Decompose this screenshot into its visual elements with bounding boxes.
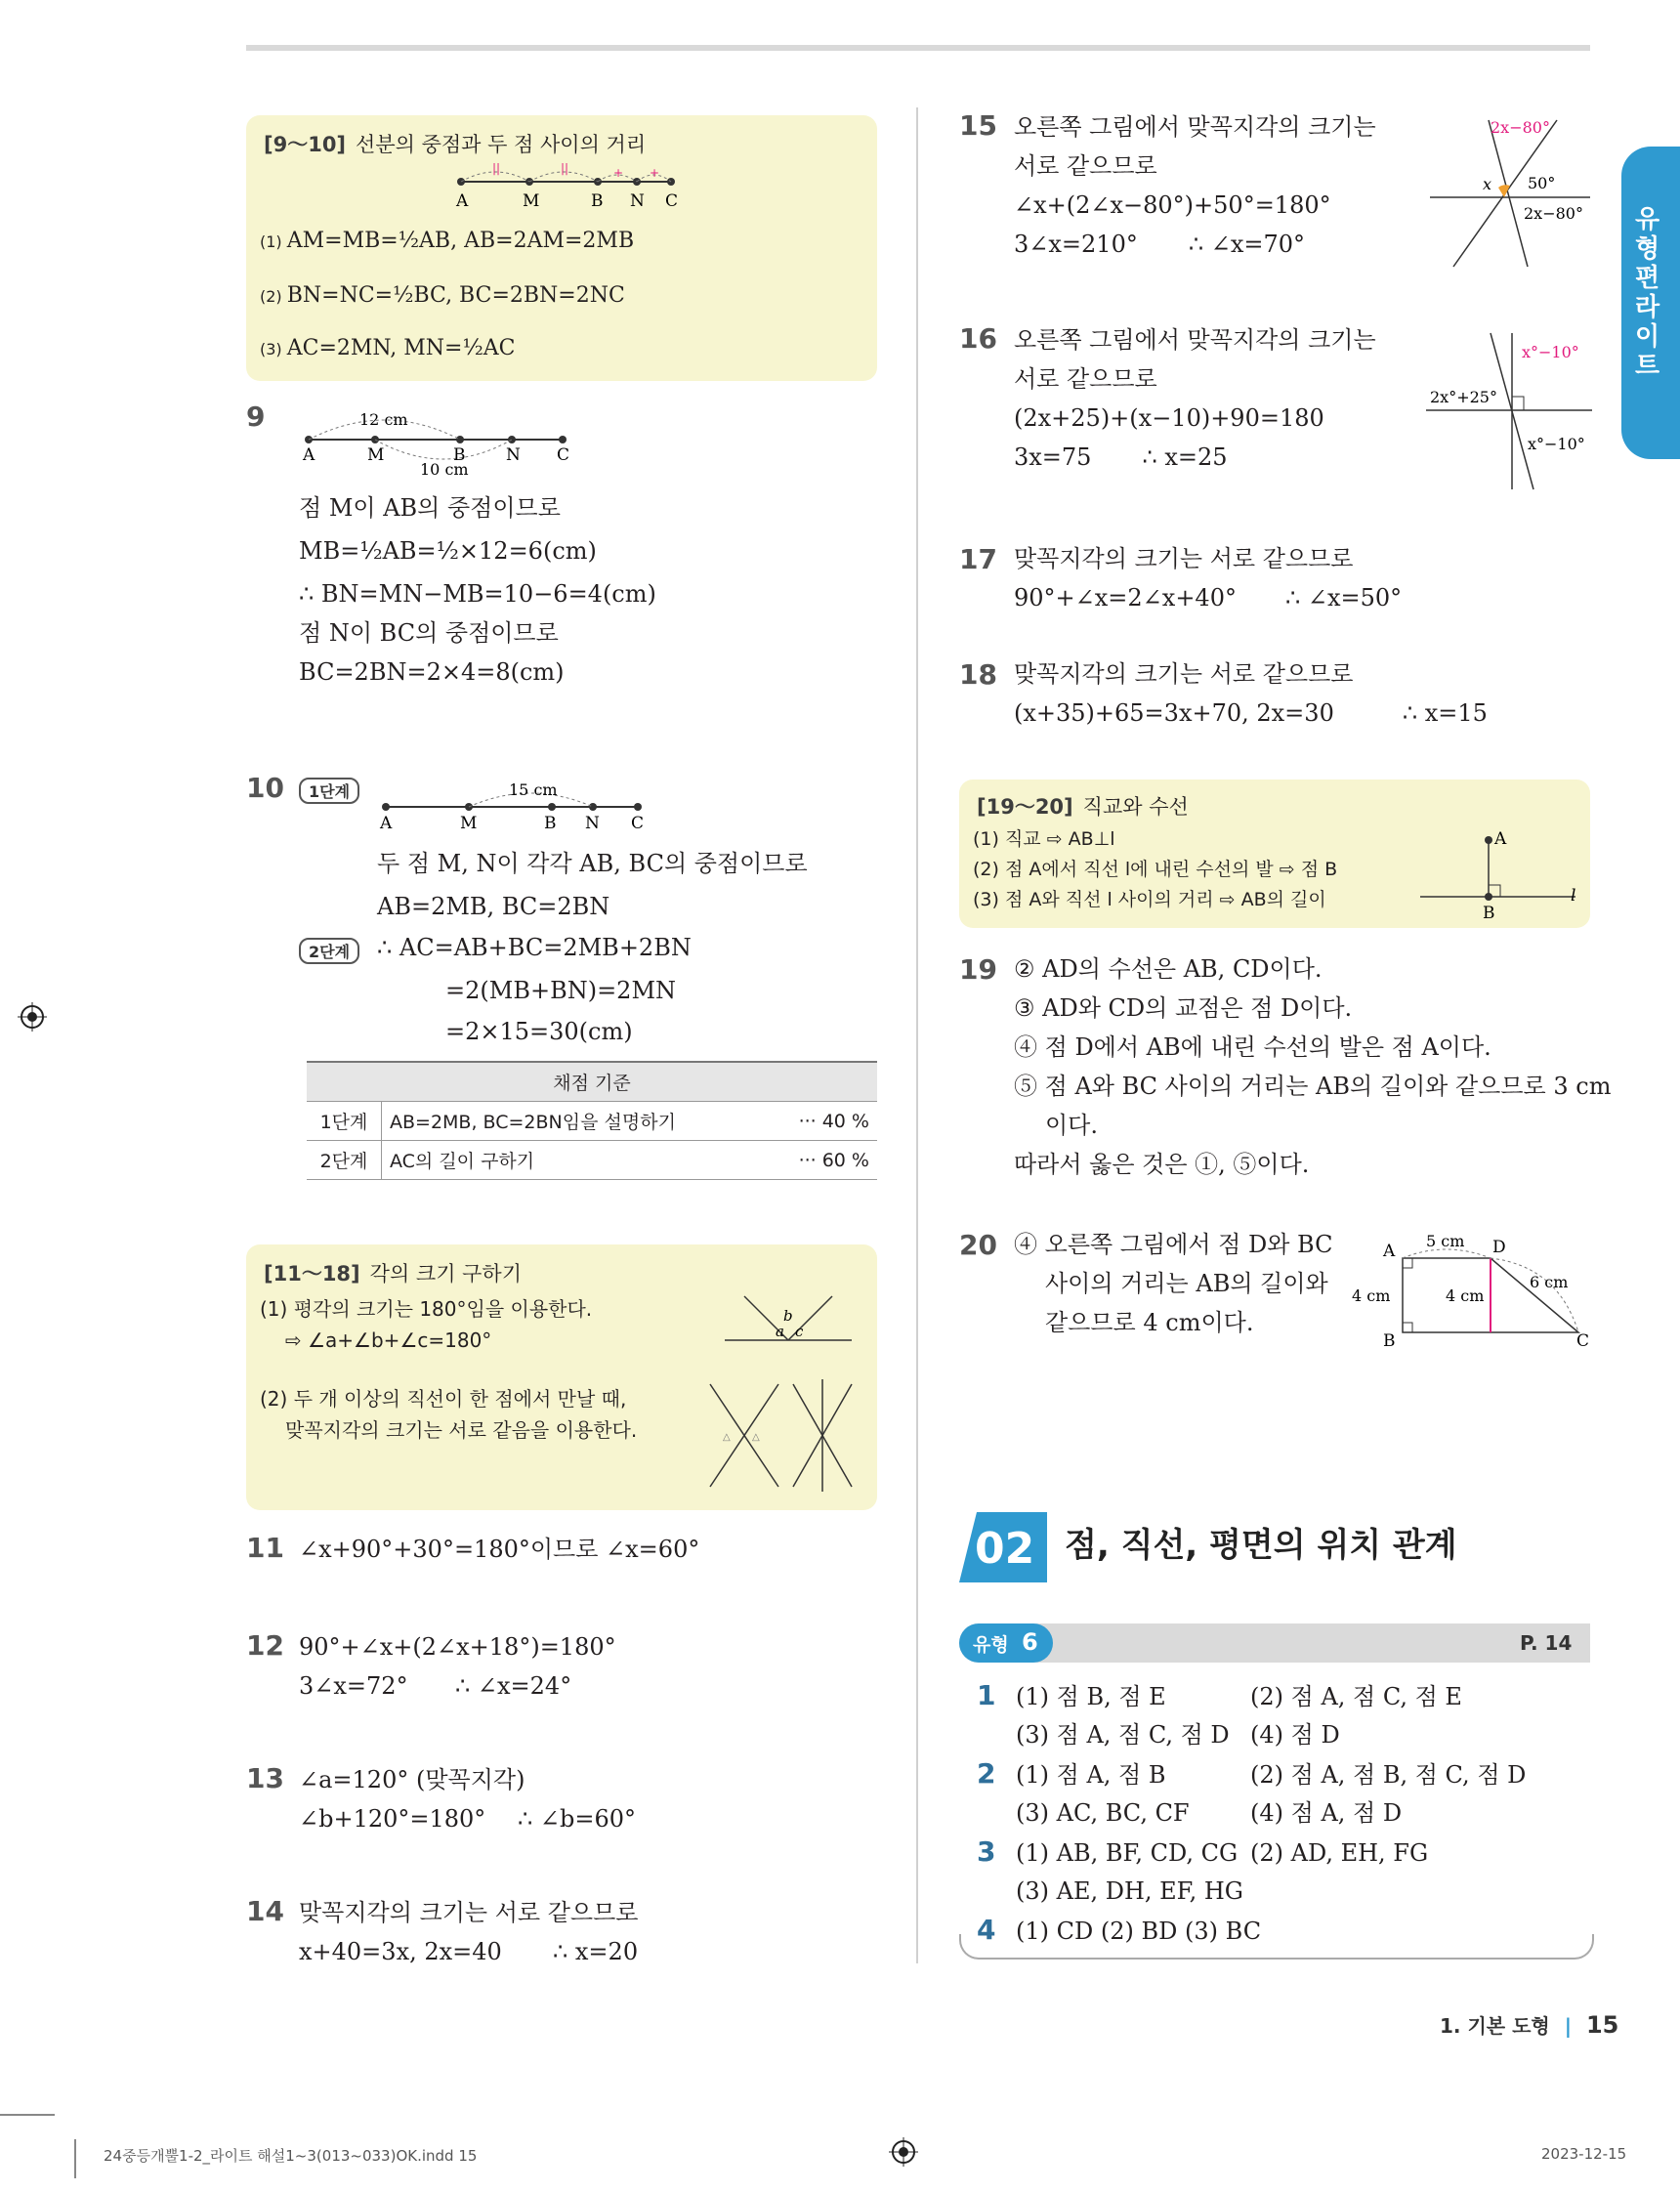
- q16-body: 오른쪽 그림에서 맞꼭지각의 크기는 서로 같으므로 (2x+25)+(x−10)+90=180 3x=75 ∴ x=25: [1014, 326, 1376, 471]
- q14-line: x+40=3x, 2x=40: [299, 1938, 502, 1965]
- svg-text:D: D: [1492, 1238, 1506, 1257]
- svg-text:B: B: [1483, 904, 1495, 923]
- grading-header: 채점 기준: [307, 1062, 877, 1102]
- side-tab-label: 유형편 라이트: [1635, 205, 1660, 381]
- page-number: 15: [1585, 2011, 1619, 2039]
- svg-text:||: ||: [561, 161, 569, 175]
- q10-line: 두 점 M, N이 각각 AB, BC의 중점이므로: [377, 850, 808, 877]
- q16-fig-label: x°−10°: [1528, 435, 1585, 453]
- q9-label-B: B: [453, 445, 466, 465]
- q17-number: 17: [959, 543, 997, 575]
- q16-fig-label: x°−10°: [1522, 343, 1579, 361]
- svg-text:||: ||: [492, 161, 501, 175]
- q10-diagram: [376, 778, 650, 834]
- svg-text:6 cm: 6 cm: [1530, 1273, 1569, 1291]
- grading-table: [307, 1061, 877, 1180]
- answer-row: (3) 점 A, 점 C, 점 D (4) 점 D: [1016, 1721, 1340, 1749]
- q9-line: MB=½AB=½×12=6(cm): [299, 537, 597, 565]
- label-N: N: [630, 191, 645, 211]
- q9-label-A: A: [303, 445, 315, 465]
- q10-label-N: N: [585, 814, 600, 833]
- q12-number: 12: [246, 1629, 284, 1662]
- q19-number: 19: [959, 953, 997, 986]
- q9-line: 점 M이 AB의 중점이므로: [299, 494, 561, 522]
- q10-line: AB=2MB, BC=2BN: [377, 893, 610, 920]
- svg-text:△: △: [723, 1432, 731, 1443]
- q9-top-label: 12 cm: [359, 410, 408, 429]
- q14-line: ∴ x=20: [553, 1938, 639, 1965]
- q9-diagram: [299, 400, 582, 479]
- box-title: [19～20] 직교와 수선: [977, 795, 1189, 819]
- q12-line: 90°+∠x+(2∠x+18°)=180°: [299, 1633, 616, 1661]
- answer-row: 3 (1) AB, BF, CD, CG (2) AD, EH, FG: [977, 1835, 1429, 1868]
- q9-bottom-label: 10 cm: [420, 460, 469, 479]
- section-number-badge: [959, 1512, 1047, 1581]
- label-C: C: [665, 191, 679, 211]
- q9-body: [299, 488, 656, 692]
- q10-stage2: 2단계: [299, 938, 359, 964]
- box-line-2: (2) BN=NC=½BC, BC=2BN=2NC: [260, 283, 625, 308]
- q13-line: ∠a=120° (맞꼭지각): [299, 1766, 525, 1793]
- side-tab: [1621, 147, 1680, 459]
- segment-diagram: [451, 162, 686, 211]
- q17-body: 맞꼭지각의 크기는 서로 같으므로 90°+∠x=2∠x+40° ∴ ∠x=50°: [1014, 545, 1403, 611]
- q20-figure: [1348, 1227, 1592, 1354]
- q15-fig-label: 2x−80°: [1491, 118, 1550, 137]
- concept-box-19-20: [959, 780, 1590, 928]
- q9-label-N: N: [506, 445, 521, 465]
- label-M: M: [523, 191, 540, 211]
- svg-text:l: l: [1571, 886, 1576, 906]
- q13-line: ∴ ∠b=60°: [518, 1805, 637, 1833]
- q10-label-M: M: [460, 814, 478, 833]
- q10-number: 10: [246, 772, 284, 804]
- q10-label-A: A: [380, 814, 393, 833]
- label-A: A: [456, 191, 469, 211]
- top-rule: [246, 45, 1590, 51]
- q16-number: 16: [959, 322, 997, 355]
- box-title: [11～18] 각의 크기 구하기: [264, 1262, 523, 1286]
- svg-text:c: c: [795, 1323, 804, 1340]
- q11-line: ∠x+90°+30°=180°이므로 ∠x=60°: [299, 1536, 700, 1563]
- q9-label-M: M: [367, 445, 385, 465]
- box-line-1: (1) AM=MB=½AB, AB=2AM=2MB: [260, 229, 635, 253]
- q16-fig-label: 2x°+25°: [1430, 388, 1497, 406]
- box-tag: [9～10]: [264, 133, 347, 156]
- q10-body-2: [377, 928, 692, 1051]
- q9-label-C: C: [557, 445, 570, 465]
- q19-body: ② AD의 수선은 AB, CD이다. ③ AD와 CD의 교점은 점 D이다. ④ 점 D에서 AB에 내린 수선의 발은 점 A이다. ⑤ 점 A와 BC 사이의 거리는 AB의 길이와 같으므로 3 cm 이다. 따라서 옳은 것은 ①, ⑤이다.: [1014, 955, 1612, 1178]
- box-title: [264, 129, 646, 158]
- answer-row: (3) AE, DH, EF, HG: [1016, 1877, 1243, 1905]
- q9-number: 9: [246, 400, 266, 433]
- q13-number: 13: [246, 1762, 284, 1794]
- q13-line: ∠b+120°=180°: [299, 1805, 486, 1833]
- q16-figure: [1426, 328, 1594, 494]
- q15-body: 오른쪽 그림에서 맞꼭지각의 크기는 서로 같으므로 ∠x+(2∠x−80°)+50°=180° 3∠x=210° ∴ ∠x=70°: [1014, 113, 1376, 258]
- chapter-label: 1. 기본 도형: [1440, 2014, 1550, 2038]
- page-footer: 1. 기본 도형 | 15: [1440, 2011, 1619, 2039]
- print-date: 2023-12-15: [1541, 2145, 1627, 2163]
- svg-text:B: B: [1383, 1331, 1396, 1351]
- q15-fig-label: x: [1483, 175, 1492, 193]
- svg-text:b: b: [783, 1307, 793, 1325]
- type-pill: 유형 6: [959, 1623, 1053, 1663]
- q10-top-label: 15 cm: [509, 780, 558, 799]
- svg-text:4 cm: 4 cm: [1446, 1286, 1485, 1305]
- svg-text:5 cm: 5 cm: [1426, 1232, 1465, 1250]
- crop-mark: [74, 2139, 76, 2178]
- q15-number: 15: [959, 109, 997, 142]
- q10-stage1: 1단계: [299, 778, 359, 804]
- registration-mark-icon: [18, 1002, 47, 1032]
- box-text: (1) 직교 ⇨ AB⊥l (2) 점 A에서 직선 l에 내린 수선의 발 ⇨ 점 B (3) 점 A와 직선 l 사이의 거리 ⇨ AB의 길이: [973, 828, 1338, 910]
- q9-line: 점 N이 BC의 중점이므로: [299, 619, 559, 647]
- q12-line: 3∠x=72°: [299, 1672, 408, 1700]
- type-page-ref: P. 14: [1520, 1631, 1573, 1655]
- box-text: (1) 평각의 크기는 180°임을 이용한다. ⇨ ∠a+∠b+∠c=180° (2) 두 개 이상의 직선이 한 점에서 만날 때, 맞꼭지각의 크기는 서로 같음을 이용한다.: [260, 1297, 638, 1442]
- q15-fig-label: 50°: [1528, 174, 1556, 192]
- q14-number: 14: [246, 1895, 284, 1927]
- answer-row: 4 (1) CD (2) BD (3) BC: [977, 1914, 1262, 1946]
- svg-text:A: A: [1494, 829, 1507, 849]
- column-divider: [916, 107, 918, 1963]
- q10-body-1: [377, 844, 808, 926]
- table-row: 1단계 AB=2MB, BC=2BN임을 설명하기 ··· 40 %: [307, 1102, 877, 1141]
- registration-mark-icon: [889, 2137, 918, 2167]
- q10-line: ∴ AC=AB+BC=2MB+2BN: [377, 934, 692, 961]
- type-bar: [959, 1623, 1590, 1663]
- svg-text:4 cm: 4 cm: [1352, 1286, 1391, 1305]
- answers-list: [977, 1676, 1526, 1951]
- svg-text:△: △: [752, 1432, 760, 1443]
- crop-mark: [0, 2114, 55, 2116]
- angle-figures: [705, 1291, 861, 1496]
- section-title: 점, 직선, 평면의 위치 관계: [1065, 1526, 1457, 1565]
- q18-body: 맞꼭지각의 크기는 서로 같으므로 (x+35)+65=3x+70, 2x=30 ∴ x=15: [1014, 660, 1488, 727]
- q10-label-B: B: [544, 814, 557, 833]
- answer-row: 2 (1) 점 A, 점 B (2) 점 A, 점 B, 점 C, 점 D: [977, 1757, 1527, 1790]
- perpendicular-figure: [1414, 822, 1586, 923]
- svg-text:A: A: [1383, 1242, 1396, 1261]
- q12-line: ∴ ∠x=24°: [455, 1672, 572, 1700]
- q10-line: =2(MB+BN)=2MN: [445, 977, 677, 1004]
- q15-figure: [1420, 115, 1592, 272]
- q9-line: BC=2BN=2×4=8(cm): [299, 658, 565, 686]
- label-B: B: [591, 191, 604, 211]
- svg-text:C: C: [1576, 1331, 1590, 1351]
- q20-body: ④ 오른쪽 그림에서 점 D와 BC 사이의 거리는 AB의 길이와 같으므로 4 cm이다.: [1014, 1231, 1333, 1336]
- print-file-name: 24중등개뿔1-2_라이트 해설1~3(013~033)OK.indd 15: [104, 2147, 478, 2165]
- q10-label-C: C: [631, 814, 645, 833]
- svg-text:+: +: [650, 166, 660, 180]
- svg-text:a: a: [776, 1323, 784, 1340]
- answer-row: 1 (1) 점 B, 점 E (2) 점 A, 점 C, 점 E: [977, 1679, 1462, 1711]
- svg-text:02: 02: [975, 1524, 1035, 1574]
- q9-line: ∴ BN=MN−MB=10−6=4(cm): [299, 580, 656, 608]
- q11-number: 11: [246, 1532, 284, 1564]
- q18-number: 18: [959, 658, 997, 691]
- q14-line: 맞꼭지각의 크기는 서로 같으므로: [299, 1899, 639, 1926]
- q15-fig-label: 2x−80°: [1524, 204, 1583, 223]
- svg-text:+: +: [613, 166, 624, 180]
- box-line-3: (3) AC=2MN, MN=½AC: [260, 336, 516, 360]
- q20-number: 20: [959, 1229, 997, 1261]
- concept-box-9-10: [246, 115, 877, 381]
- box-title-text: 선분의 중점과 두 점 사이의 거리: [356, 133, 647, 156]
- concept-box-11-18: [246, 1244, 877, 1510]
- answer-row: (3) AC, BC, CF (4) 점 A, 점 D: [1016, 1799, 1403, 1827]
- answers-frame: [959, 1934, 1594, 1960]
- table-row: 2단계 AC의 길이 구하기 ··· 60 %: [307, 1141, 877, 1180]
- q10-line: =2×15=30(cm): [445, 1018, 633, 1045]
